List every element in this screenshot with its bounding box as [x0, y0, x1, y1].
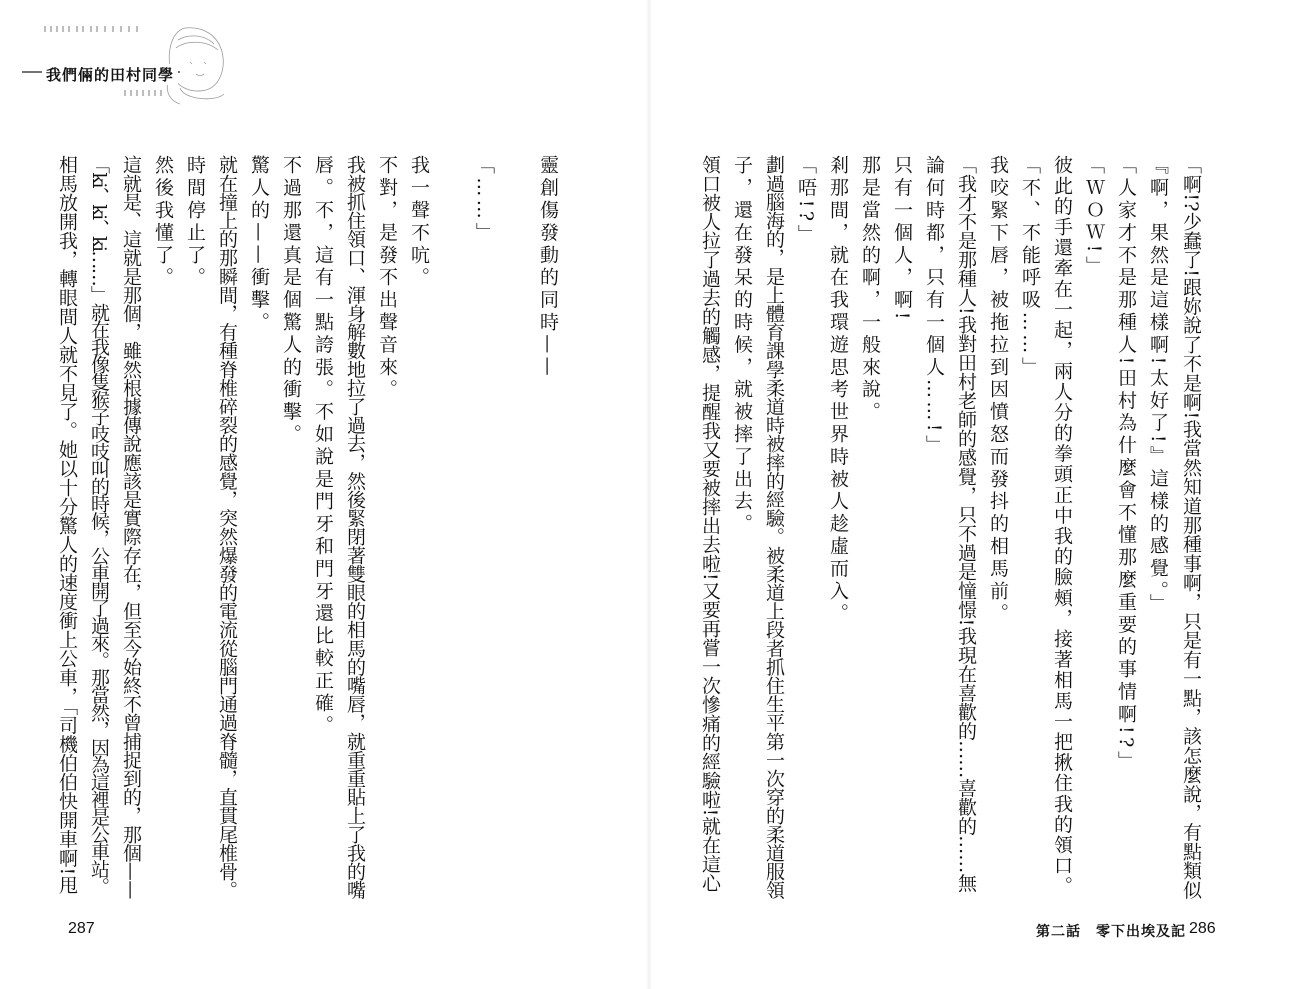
text-column: 「……」 — [473, 155, 495, 245]
text-column: 「ki、ki、ki……」就在我像隻猴子吱吱叫的時候，公車開了過來。那當然，因為這裡是公車站。 — [88, 155, 110, 895]
text-column: 「人家才不是那種人!田村為什麼會不懂那麼重要的事情啊!?」 — [1115, 155, 1137, 774]
text-column: 相馬放開我，轉眼間人就不見了。她以十分驚人的速度衝上公車，「司機伯伯快開車啊!甩 — [56, 155, 78, 895]
book-title: 我們倆的田村同學 — [42, 64, 178, 85]
page-number-left: 287 — [68, 920, 95, 937]
text-column: 子，還在發呆的時候，就被摔了出去。 — [731, 155, 753, 536]
text-column: 就在撞上的那瞬間，有種脊椎碎裂的感覺，突然爆發的電流從腦門通過脊髓，直貫尾椎骨。 — [216, 155, 238, 900]
text-column: 劃過腦海的，是上體育課學柔道時被摔的經驗。被柔道上段者抓住生平第一次穿的柔道服領 — [763, 155, 785, 900]
text-column: 我咬緊下唇，被拖拉到因憤怒而發抖的相馬前。 — [987, 155, 1009, 626]
text-column: 剎那間，就在我環遊思考世界時被人趁虛而入。 — [827, 155, 849, 626]
text-column: 領口被人拉了過去的觸感，提醒我又要被摔出去啦!又要再嘗一次慘痛的經驗啦!就在這心 — [699, 155, 721, 893]
text-column: 我一聲不吭。 — [408, 155, 430, 290]
running-header — [20, 18, 250, 110]
text-column: 驚人的——衝擊。 — [248, 155, 270, 335]
text-column: 那是當然的啊，一般來說。 — [859, 155, 881, 424]
text-column: 「ＷＯＷ!」 — [1083, 155, 1105, 279]
text-column: 靈創傷發動的同時—— — [537, 155, 559, 379]
text-column: 「啊!?少蠢了!跟妳說了不是啊!我當然知道那種事啊，只是有一點，該怎麼說，有點類似 — [1180, 155, 1202, 900]
text-column: 「不、不能呼吸……」 — [1019, 155, 1041, 379]
chapter-title: 第二話 零下出埃及記 — [1036, 924, 1186, 940]
text-column: 我被抓住領口、渾身解數地拉了過去，然後緊閉著雙眼的相馬的嘴唇，就重重貼上了我的嘴 — [344, 155, 366, 900]
text-column: 「唔!?」 — [795, 155, 817, 247]
text-column: 這就是、這就是那個，雖然根據傳說應該是實際存在，但至今始終不曾捕捉到的，那個—— — [120, 155, 142, 900]
text-column: 彼此的手還牽在一起，兩人分的拳頭正中我的臉頰，接著相馬一把揪住我的領口。 — [1051, 155, 1073, 897]
text-column: 「我才不是那種人!我對田村老師的感覺，只不過是憧憬!我現在喜歡的……喜歡的……無 — [955, 155, 977, 893]
text-column: 然後我懂了。 — [152, 155, 174, 290]
text-column: 時間停止了。 — [184, 155, 206, 290]
text-column: 不對，是發不出聲音來。 — [376, 155, 398, 402]
text-column: 論何時都，只有一個人……!」 — [923, 155, 945, 458]
text-column: 不過那還真是個驚人的衝擊。 — [280, 155, 302, 447]
text-column: 只有一個人，啊! — [891, 155, 913, 323]
text-column: 唇。不，這有一點誇張。不如說是門牙和門牙還比較正確。 — [312, 155, 334, 738]
page-gutter — [646, 0, 652, 989]
page-number-right: 286 — [1189, 920, 1216, 937]
text-column: 『啊，果然是這樣啊!太好了!』這樣的感覺。」 — [1147, 155, 1169, 616]
